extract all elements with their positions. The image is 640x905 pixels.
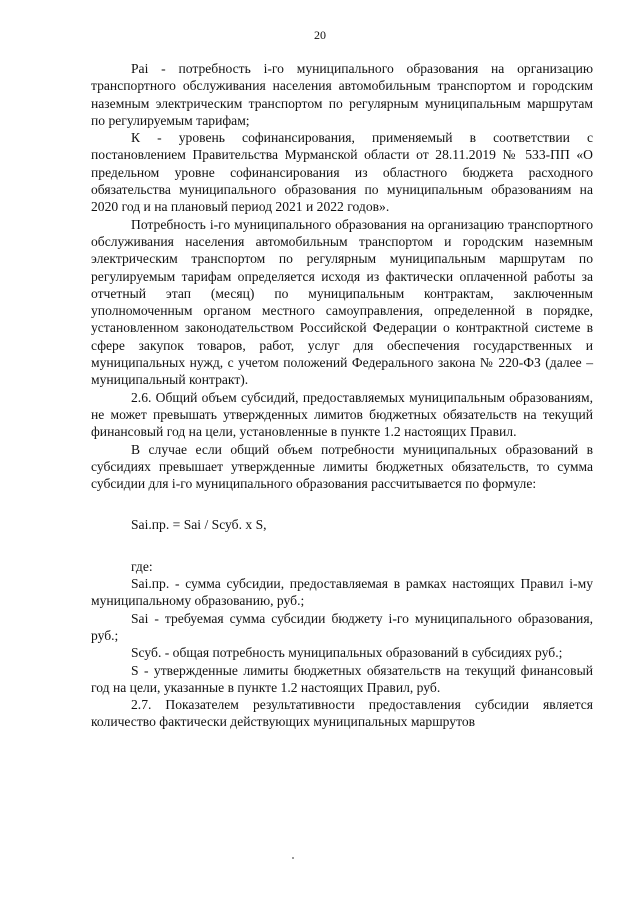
- definition-ssub: Sсуб. - общая потребность муниципальных образований в субсидиях руб.;: [131, 645, 563, 661]
- formula: Sai.пр. = Sai / Sсуб. х S,: [131, 517, 267, 533]
- paragraph-2-6: 2.6. Общий объем субсидий, предоставляемых муниципальным образованиям, не может превышать утвержденных лимитов бюджетных обязательств на текущий финансовый год на цели, установленные в пункте 1.2 настоящих Правил.: [91, 389, 593, 440]
- scan-speck: [292, 857, 294, 859]
- paragraph-2-7: 2.7. Показателем результативности предоставления субсидии является количество фактически действующих муниципальных маршрутов: [91, 697, 593, 730]
- definition-sai: Sai - требуемая сумма субсидии бюджету i-го муниципального образования, руб.;: [91, 610, 593, 643]
- page-number: 20: [314, 28, 326, 42]
- document-body: [91, 60, 593, 731]
- paragraph-formula-intro: В случае если общий объем потребности муниципальных образований в субсидиях превышает утвержденные лимиты бюджетных обязательств, то сумма субсидии для i-го муниципального образования рассчитывается по формуле:: [91, 441, 593, 492]
- paragraph-demand-calculation: Потребность i-го муниципального образования на организацию транспортного обслуживания населения автомобильным транспортом и городским наземным электрическим транспортом по регулярным муниципальным маршрутам по регулируемым тарифам определяется исходя из фактически оплаченной работы за отчетный этап (месяц) по муниципальным контрактам, заключенным уполномоченным органом местного самоуправления, определенной в порядке, установленном законодательством Российской Федерации о контрактной системе в сфере закупок товаров, работ, услуг для обеспечения государственных и муниципальных нужд, с учетом положений Федерального закона № 220-ФЗ (далее – муниципальный контракт).: [91, 216, 593, 388]
- paragraph-k-definition: К - уровень софинансирования, применяемый в соответствии с постановлением Правительства Мурманской области от 28.11.2019 № 533-ПП «О предельном уровне софинансирования из областного бюджета расходного обязательства муниципального образования по муниципальным образованиям на 2020 год и на плановый период 2021 и 2022 годов».: [91, 130, 593, 215]
- definition-sai-pr: Sai.пр. - сумма субсидии, предоставляемая в рамках настоящих Правил i-му муниципальному образованию, руб.;: [91, 576, 593, 609]
- where-label: где:: [131, 558, 153, 574]
- definition-s: S - утвержденные лимиты бюджетных обязательств на текущий финансовый год на цели, указанные в пункте 1.2 настоящих Правил, руб.: [91, 662, 593, 695]
- paragraph-pai-definition: Pai - потребность i-го муниципального образования на организацию транспортного обслуживания населения автомобильным транспортом и городским наземным электрическим транспортом по регулярным муниципальным маршрутам по регулируемым тарифам;: [91, 61, 593, 128]
